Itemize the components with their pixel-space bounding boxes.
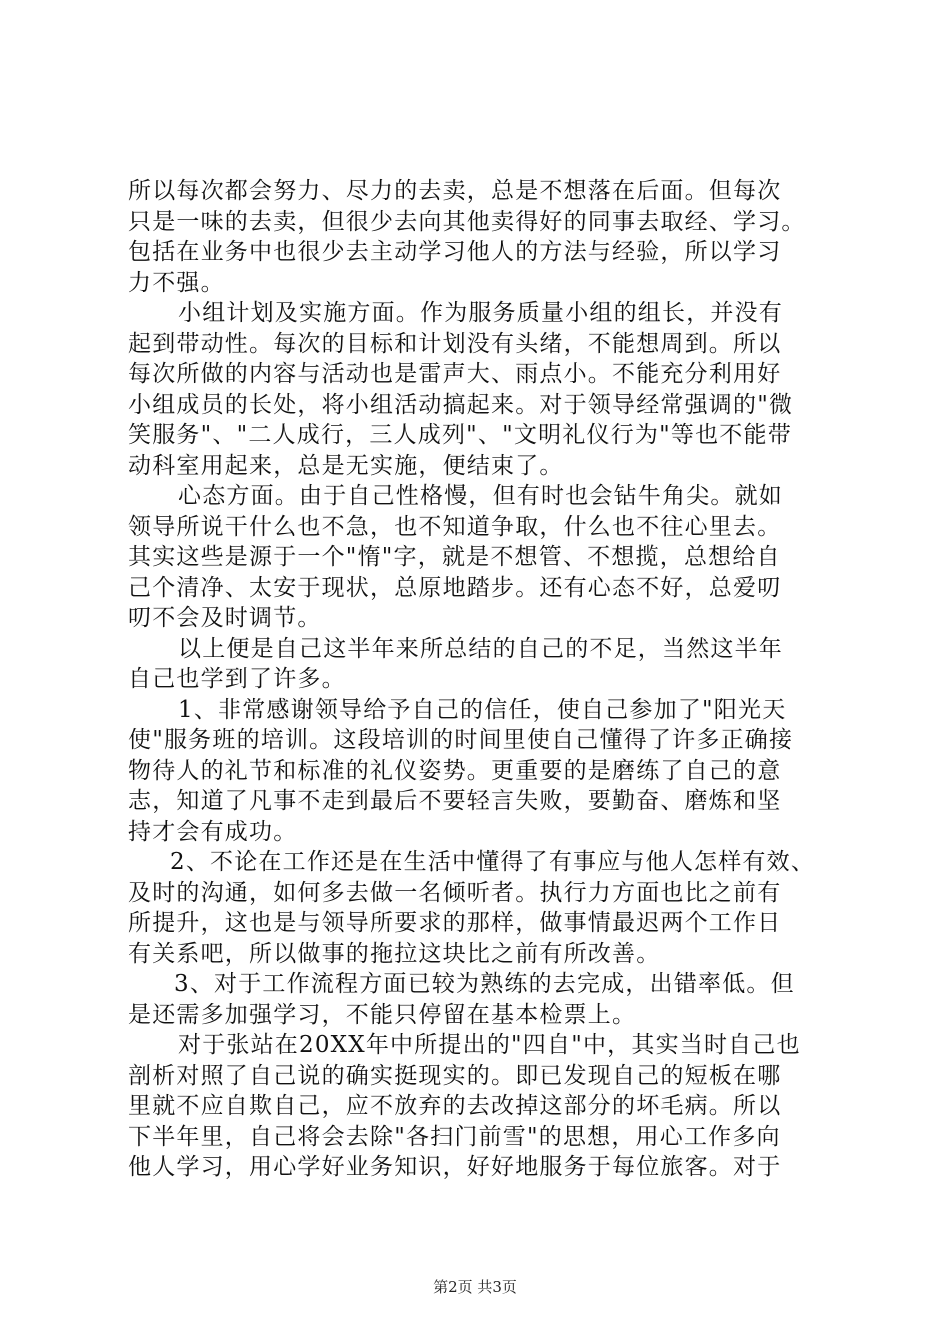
paragraph-start-line: 3、对于工作流程方面已较为熟练的去完成，出错率低。但 xyxy=(174,971,795,997)
text-line: 领导所说干什么也不急，也不知道争取，什么也不往心里去。 xyxy=(128,513,782,540)
text-line: 动科室用起来，总是无实施，便结束了。 xyxy=(128,452,564,479)
text-line: 小组成员的长处，将小组活动搞起来。对于领导经常强调的"微 xyxy=(128,391,794,418)
text-line: 自己也学到了许多。 xyxy=(128,666,346,692)
text-line: 所提升，这也是与领导所要求的那样，做事情最迟两个工作日 xyxy=(128,910,782,936)
text-line: 是还需多加强学习，不能只停留在基本检票上。 xyxy=(128,1001,637,1028)
text-line: 他人学习，用心学好业务知识，好好地服务于每位旅客。对于 xyxy=(128,1154,782,1180)
paragraph-start-line: 2、不论在工作还是在生活中懂得了有事应与他人怎样有效、 xyxy=(170,849,816,875)
document-body xyxy=(128,176,828,1183)
paragraph-start-line: 小组计划及实施方面。作为服务质量小组的组长，并没有 xyxy=(178,300,783,326)
text-line: 持才会有成功。 xyxy=(128,818,298,845)
text-line: 只是一味的去卖，但很少去向其他卖得好的同事去取经、学习。 xyxy=(128,208,806,235)
text-line: 及时的沟通，如何多去做一名倾听者。执行力方面也比之前有 xyxy=(128,879,782,906)
text-line: 叨不会及时调节。 xyxy=(128,605,322,631)
paragraph-start-line: 心态方面。由于自己性格慢，但有时也会钻牛角尖。就如 xyxy=(178,483,783,509)
paragraph-start-line: 以上便是自己这半年来所总结的自己的不足，当然这半年 xyxy=(178,635,783,662)
text-line: 志，知道了凡事不走到最后不要轻言失败，要勤奋、磨炼和坚 xyxy=(128,788,782,814)
text-line: 每次所做的内容与活动也是雷声大、雨点小。不能充分利用好 xyxy=(128,361,782,387)
text-line: 物待人的礼节和标准的礼仪姿势。更重要的是磨练了自己的意 xyxy=(128,757,782,784)
text-line: 有关系吧，所以做事的拖拉这块比之前有所改善。 xyxy=(128,940,661,967)
text-line: 所以每次都会努力、尽力的去卖，总是不想落在后面。但每次 xyxy=(128,178,782,204)
text-line: 使"服务班的培训。这段培训的时间里使自己懂得了许多正确接 xyxy=(128,727,794,753)
text-line: 其实这些是源于一个"惰"字，就是不想管、不想揽，总想给自 xyxy=(128,544,781,570)
text-line: 里就不应自欺自己，应不放弃的去改掉这部分的坏毛病。所以 xyxy=(128,1093,782,1119)
text-line: 下半年里，自己将会去除"各扫门前雪"的思想，用心工作多向 xyxy=(128,1123,781,1150)
text-line: 包括在业务中也很少去主动学习他人的方法与经验，所以学习 xyxy=(128,239,782,265)
paragraph-start-line: 1、非常感谢领导给予自己的信任，使自己参加了"阳光天 xyxy=(178,696,787,723)
paragraph-start-line: 对于张站在20XX年中所提出的"四自"中，其实当时自己也 xyxy=(178,1032,801,1058)
text-line: 己个清净、太安于现状，总原地踏步。还有心态不好，总爱叨 xyxy=(128,574,782,601)
text-line: 笑服务"、"二人成行，三人成列"、"文明礼仪行为"等也不能带 xyxy=(128,422,792,448)
page-number-footer: 第2页 共3页 xyxy=(433,1278,517,1296)
text-line: 起到带动性。每次的目标和计划没有头绪，不能想周到。所以 xyxy=(128,330,782,357)
text-line: 力不强。 xyxy=(128,269,225,296)
text-line: 剖析对照了自己说的确实挺现实的。即已发现自己的短板在哪 xyxy=(128,1062,782,1089)
